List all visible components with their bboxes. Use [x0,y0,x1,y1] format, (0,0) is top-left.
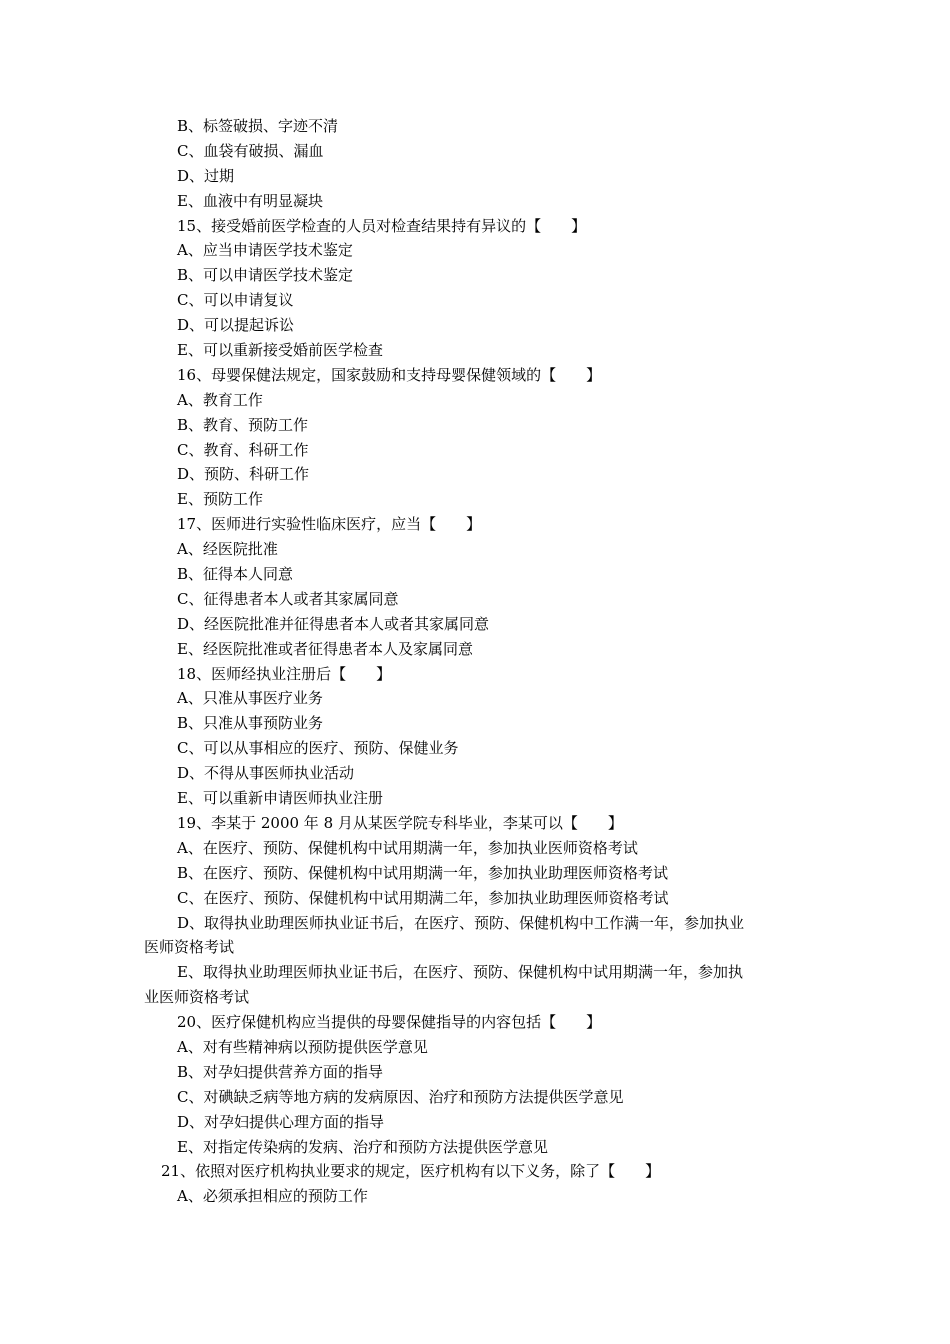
text-line: B、对孕妇提供营养方面的指导 [177,1062,384,1081]
text-line: D、对孕妇提供心理方面的指导 [177,1112,385,1131]
text-line: 16、母婴保健法规定，国家鼓励和支持母婴保健领域的【 】 [177,365,602,384]
text-line: A、只准从事医疗业务 [177,689,323,708]
text-line: E、血液中有明显凝块 [177,191,323,210]
text-line: C、可以申请复议 [177,291,294,310]
document-page [0,114,950,1209]
text-line: A、经医院批准 [177,540,278,559]
text-line: A、对有些精神病以预防提供医学意见 [177,1037,428,1056]
text-line: 医师资格考试 [144,938,235,957]
text-line: E、取得执业助理医师执业证书后，在医疗、预防、保健机构中试用期满一年，参加执 [177,963,743,982]
text-line: D、经医院批准并征得患者本人或者其家属同意 [177,614,490,633]
text-line: C、教育、科研工作 [177,440,309,459]
text-line: 17、医师进行实验性临床医疗，应当【 】 [177,515,482,534]
text-line: 15、接受婚前医学检查的人员对检查结果持有异议的【 】 [177,216,587,235]
text-line: 18、医师经执业注册后【 】 [177,664,392,683]
text-line: C、可以从事相应的医疗、预防、保健业务 [177,739,459,758]
text-line: A、在医疗、预防、保健机构中试用期满一年，参加执业医师资格考试 [177,838,638,857]
text-line: 19、李某于 2000 年 8 月从某医学院专科毕业，李某可以【 】 [177,813,623,832]
text-line: C、对碘缺乏病等地方病的发病原因、治疗和预防方法提供医学意见 [177,1087,624,1106]
text-line: B、可以申请医学技术鉴定 [177,266,354,285]
text-line: B、教育、预防工作 [177,415,309,434]
text-line: E、对指定传染病的发病、治疗和预防方法提供医学意见 [177,1137,548,1156]
text-line: D、可以提起诉讼 [177,316,295,335]
text-line: B、征得本人同意 [177,565,294,584]
text-line: D、不得从事医师执业活动 [177,764,355,783]
text-line: 20、医疗保健机构应当提供的母婴保健指导的内容包括【 】 [177,1013,602,1032]
text-line: A、必须承担相应的预防工作 [177,1187,368,1206]
text-line: D、过期 [177,166,235,185]
text-line: 业医师资格考试 [144,988,250,1007]
text-line: D、取得执业助理医师执业证书后，在医疗、预防、保健机构中工作满一年，参加执业 [177,913,745,932]
text-line: E、经医院批准或者征得患者本人及家属同意 [177,639,473,658]
text-line: A、应当申请医学技术鉴定 [177,241,353,260]
text-line: E、可以重新接受婚前医学检查 [177,341,383,360]
text-line: C、在医疗、预防、保健机构中试用期满二年，参加执业助理医师资格考试 [177,888,669,907]
text-line: D、预防、科研工作 [177,465,310,484]
text-line: 21、依照对医疗机构执业要求的规定，医疗机构有以下义务，除了【 】 [161,1162,661,1181]
text-line: A、教育工作 [177,390,263,409]
text-line: B、只准从事预防业务 [177,714,324,733]
text-line: E、预防工作 [177,490,263,509]
text-line: C、血袋有破损、漏血 [177,141,324,160]
text-line: E、可以重新申请医师执业注册 [177,789,383,808]
text-line: C、征得患者本人或者其家属同意 [177,589,399,608]
text-line: B、标签破损、字迹不清 [177,117,339,135]
text-line: B、在医疗、预防、保健机构中试用期满一年，参加执业助理医师资格考试 [177,863,669,882]
